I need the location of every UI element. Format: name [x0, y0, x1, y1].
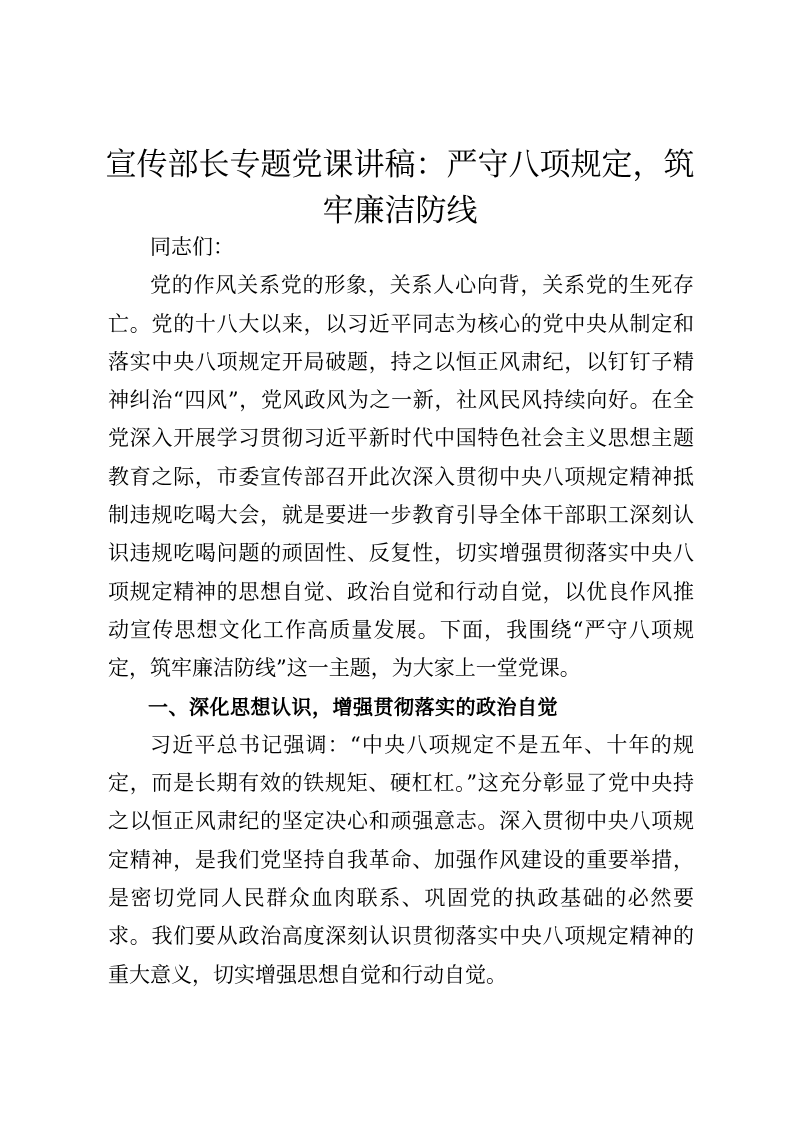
- section-heading: 一、深化思想认识，增强贯彻落实的政治自觉: [148, 694, 558, 719]
- salutation: 同志们：: [150, 235, 234, 259]
- document-title: 宣传部长专题党课讲稿：严守八项规定，筑牢廉洁防线: [105, 147, 695, 229]
- document-body: [108, 228, 694, 994]
- section-paragraph: 习近平总书记强调：“中央八项规定不是五年、十年的规定，而是长期有效的铁规矩、硬杠杠。”这充分彰显了党中央持之以恒正风肃纪的坚定决心和顽强意志。深入贯彻中央八项规定精神，是我们党坚持自我革命、加强作风建设的重要举措，是密切党同人民群众血肉联系、巩固党的执政基础的必然要求。我们要从政治高度深刻认识贯彻落实中央八项规定精神的重大意义，切实增强思想自觉和行动自觉。: [108, 732, 694, 987]
- intro-paragraph: 党的作风关系党的形象，关系人心向背，关系党的生死存亡。党的十八大以来，以习近平同志为核心的党中央从制定和落实中央八项规定开局破题，持之以恒正风肃纪，以钉钉子精神纠治“四风”，党风政风为之一新，社风民风持续向好。在全党深入开展学习贯彻习近平新时代中国特色社会主义思想主题教育之际，市委宣传部召开此次深入贯彻中央八项规定精神抵制违规吃喝大会，就是要进一步教育引导全体干部职工深刻认识违规吃喝问题的顽固性、反复性，切实增强贯彻落实中央八项规定精神的思想自觉、政治自觉和行动自觉，以优良作风推动宣传思想文化工作高质量发展。下面，我围绕“严守八项规定，筑牢廉洁防线”这一主题，为大家上一堂党课。: [108, 273, 694, 681]
